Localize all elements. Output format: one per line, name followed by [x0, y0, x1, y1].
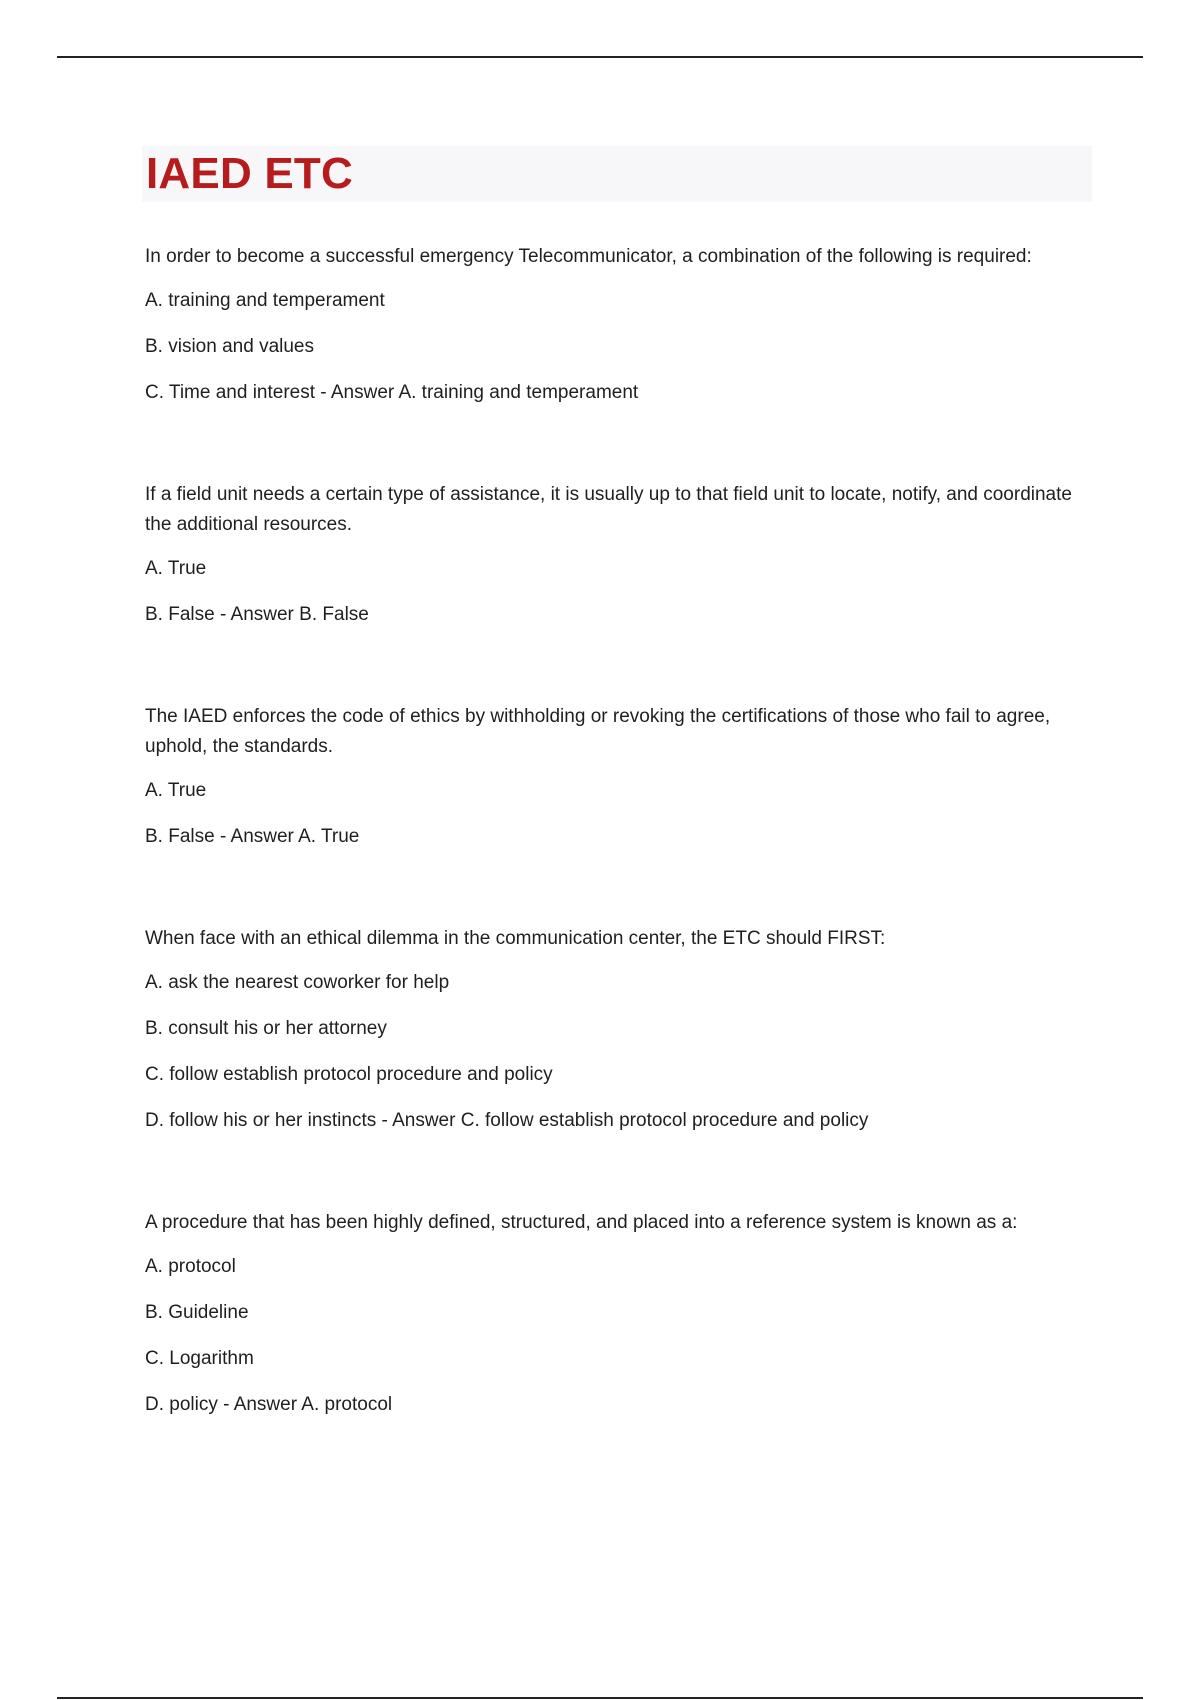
answer-option: A. ask the nearest coworker for help	[145, 972, 450, 993]
top-rule	[57, 56, 1143, 58]
page-title: IAED ETC	[146, 149, 353, 198]
question-4	[145, 924, 1090, 1136]
answer-option: A. True	[145, 558, 207, 579]
question-text: When face with an ethical dilemma in the communication center, the ETC should FIRST:	[145, 928, 886, 949]
question-5	[145, 1208, 1090, 1420]
spacer	[145, 1152, 1090, 1208]
title-band	[142, 146, 1092, 202]
answer-option: B. vision and values	[145, 336, 314, 357]
answer-option: A. training and temperament	[145, 290, 385, 311]
spacer	[145, 646, 1090, 702]
question-1	[145, 242, 1090, 408]
answer-option: D. policy - Answer A. protocol	[145, 1394, 393, 1415]
answer-option: A. protocol	[145, 1256, 236, 1277]
question-2	[145, 480, 1090, 630]
answer-option: C. Logarithm	[145, 1348, 254, 1369]
question-text: A procedure that has been highly defined, structured, and placed into a reference system is known as a:	[145, 1212, 1018, 1233]
answer-option: B. Guideline	[145, 1302, 249, 1323]
answer-option: A. True	[145, 780, 207, 801]
spacer	[145, 424, 1090, 480]
answer-option: B. consult his or her attorney	[145, 1018, 387, 1039]
question-3	[145, 702, 1090, 852]
answer-option: C. follow establish protocol procedure and policy	[145, 1064, 553, 1085]
answer-option: B. False - Answer A. True	[145, 826, 360, 847]
question-text: The IAED enforces the code of ethics by withholding or revoking the certifications of those who fail to agree, uphold, the standards.	[145, 706, 1051, 757]
spacer	[145, 868, 1090, 924]
question-text: In order to become a successful emergency Telecommunicator, a combination of the following is required:	[145, 246, 1032, 267]
answer-option: C. Time and interest - Answer A. training and temperament	[145, 382, 639, 403]
answer-option: B. False - Answer B. False	[145, 604, 369, 625]
question-list	[145, 242, 1090, 1436]
question-text: If a field unit needs a certain type of assistance, it is usually up to that field unit to locate, notify, and coordinate the additional resources.	[145, 484, 1072, 535]
bottom-rule	[57, 1697, 1143, 1699]
answer-option: D. follow his or her instincts - Answer C. follow establish protocol procedure and policy	[145, 1110, 869, 1131]
